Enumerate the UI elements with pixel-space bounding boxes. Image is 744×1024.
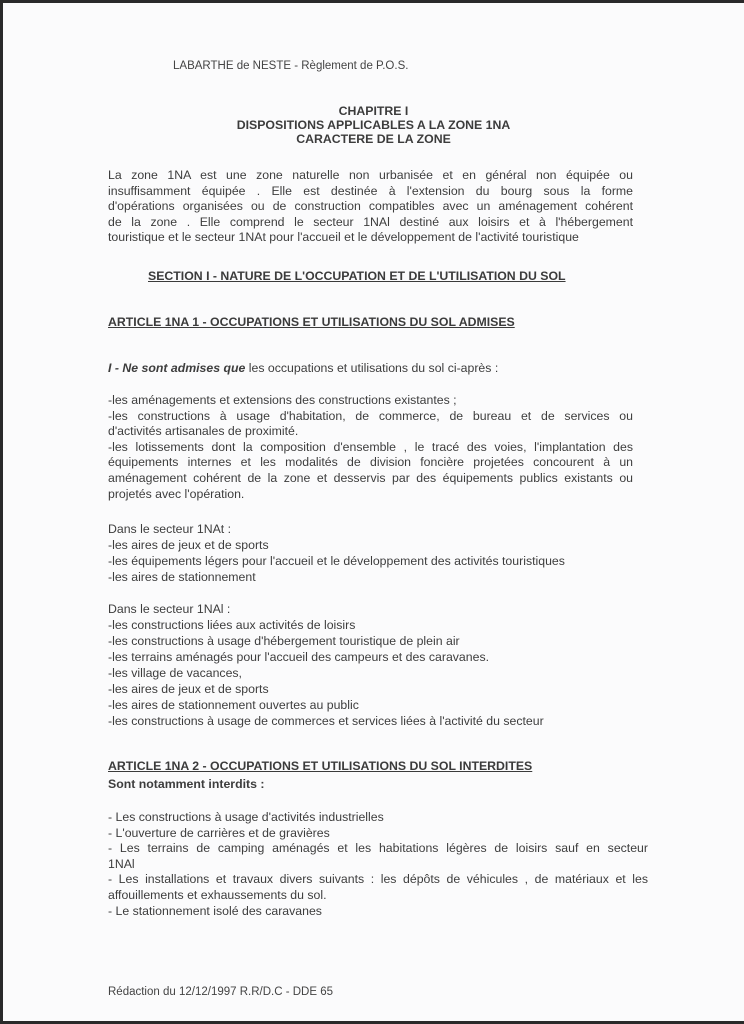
article-1-lead-rest: les occupations et utilisations du sol ci-après :	[245, 361, 499, 375]
list-item: -les aires de jeux et de sports	[108, 682, 269, 696]
list-item-continued: aménagement cohérent de la zone et desservis par des équipements publics existants ou	[108, 470, 633, 485]
footer-note: Rédaction du 12/12/1997 R.R/D.C - DDE 65	[108, 986, 334, 998]
list-item: -les aires de stationnement	[108, 570, 256, 584]
intro-line: touristique et le secteur 1NAt pour l'accueil et le développement de l'activité touristique	[108, 230, 579, 245]
list-item: -les aires de stationnement ouvertes au public	[108, 698, 359, 712]
chapter-title: DISPOSITIONS APPLICABLES A LA ZONE 1NA	[236, 118, 511, 132]
sector-1nat-heading: Dans le secteur 1NAt :	[108, 522, 232, 536]
list-item-continued: d'activités artisanales de proximité.	[108, 424, 299, 439]
article-1-lead-bold: I - Ne sont admises que	[108, 361, 246, 375]
article-2-lead: Sont notamment interdits :	[108, 777, 265, 791]
article-1-items	[108, 393, 633, 502]
running-header: LABARTHE de NESTE - Règlement de P.O.S.	[173, 60, 409, 72]
list-item: -les constructions à usage d'hébergement touristique de plein air	[108, 634, 460, 648]
article-2-items	[108, 810, 648, 919]
chapter-number: CHAPITRE I	[338, 104, 409, 118]
sector-1nal-heading: Dans le secteur 1NAl :	[108, 602, 231, 616]
list-item: -les terrains aménagés pour l'accueil des campeurs et des caravanes.	[108, 650, 490, 664]
list-item-continued: équipements internes et les modalités de division foncière projetées concourent à un	[108, 455, 633, 470]
article-2-title: ARTICLE 1NA 2 - OCCUPATIONS ET UTILISATIONS DU SOL INTERDITES	[108, 759, 533, 773]
list-item: -les constructions à usage d'habitation, de commerce, de bureau et de services ou	[108, 408, 633, 423]
list-item: -les village de vacances,	[108, 666, 242, 680]
intro-line: de la zone . Elle comprend le secteur 1NAl destiné aux loisirs et à l'hébergement	[108, 214, 633, 229]
document-page	[3, 3, 744, 1021]
article-1-title: ARTICLE 1NA 1 - OCCUPATIONS ET UTILISATIONS DU SOL ADMISES	[108, 315, 515, 329]
intro-paragraph	[108, 168, 633, 246]
list-item: -les constructions à usage de commerces et services liées à l'activité du secteur	[108, 714, 544, 728]
list-item: -les constructions liées aux activités de loisirs	[108, 618, 356, 632]
list-item: - L'ouverture de carrières et de gravières	[108, 825, 330, 840]
list-item-continued: affouillements et exhaussements du sol.	[108, 887, 327, 902]
list-item-continued: 1NAl	[108, 856, 135, 871]
article-1-lead	[108, 361, 498, 375]
list-item: - Les installations et travaux divers suivants : les dépôts de véhicules , de matériaux et les	[108, 872, 648, 887]
chapter-subtitle: CARACTERE DE LA ZONE	[296, 132, 451, 146]
list-item: -les équipements légers pour l'accueil et le développement des activités touristiques	[108, 554, 565, 568]
list-item: - Les constructions à usage d'activités industrielles	[108, 810, 384, 824]
list-item-continued: projetés avec l'opération.	[108, 486, 245, 501]
list-item: - Les terrains de camping aménagés et les habitations légères de loisirs sauf en secteur	[108, 841, 648, 856]
list-item: -les aménagements et extensions des constructions existantes ;	[108, 393, 457, 407]
intro-line: La zone 1NA est une zone naturelle non urbanisée et en général non équipée ou	[108, 168, 633, 182]
section-title: SECTION I - NATURE DE L'OCCUPATION ET DE L'UTILISATION DU SOL	[148, 269, 566, 283]
list-item: - Le stationnement isolé des caravanes	[108, 903, 322, 918]
list-item: -les lotissements dont la composition d'ensemble , le tracé des voies, l'implantation des	[108, 439, 633, 454]
intro-line: insuffisamment équipée . Elle est destinée à l'extension du bourg sous la forme	[108, 183, 633, 198]
intro-line: d'opérations organisées ou de construction compatibles avec un aménagement cohérent	[108, 199, 633, 214]
list-item: -les aires de jeux et de sports	[108, 538, 269, 552]
